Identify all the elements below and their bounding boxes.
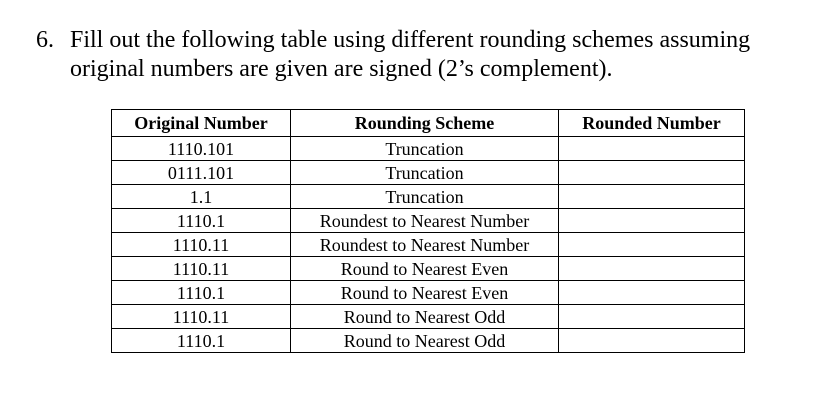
rounding-table <box>111 109 745 353</box>
rounding-scheme-cell: Roundest to Nearest Number <box>291 233 559 257</box>
original-number-cell: 1110.11 <box>112 233 291 257</box>
question-text <box>70 26 806 84</box>
rounding-scheme-cell: Round to Nearest Odd <box>291 305 559 329</box>
rounding-scheme-cell: Roundest to Nearest Number <box>291 209 559 233</box>
original-number-cell: 1110.101 <box>112 137 291 161</box>
header-rounding-scheme: Rounding Scheme <box>291 110 559 137</box>
table-header-row <box>112 110 745 137</box>
rounding-scheme-cell: Round to Nearest Even <box>291 281 559 305</box>
rounded-number-cell[interactable] <box>559 161 745 185</box>
header-rounded-number: Rounded Number <box>559 110 745 137</box>
table-row <box>112 257 745 281</box>
rounded-number-cell[interactable] <box>559 329 745 353</box>
rounding-scheme-cell: Truncation <box>291 137 559 161</box>
table-row <box>112 329 745 353</box>
original-number-cell: 1.1 <box>112 185 291 209</box>
rounded-number-cell[interactable] <box>559 209 745 233</box>
question-number: 6. <box>36 27 54 53</box>
table-row <box>112 137 745 161</box>
original-number-cell: 1110.1 <box>112 209 291 233</box>
table-row <box>112 281 745 305</box>
original-number-cell: 1110.11 <box>112 257 291 281</box>
rounding-scheme-cell: Truncation <box>291 185 559 209</box>
rounding-scheme-cell: Round to Nearest Odd <box>291 329 559 353</box>
rounded-number-cell[interactable] <box>559 281 745 305</box>
table-row <box>112 185 745 209</box>
original-number-cell: 1110.11 <box>112 305 291 329</box>
original-number-cell: 1110.1 <box>112 329 291 353</box>
table-row <box>112 305 745 329</box>
table-row <box>112 161 745 185</box>
table-row <box>112 233 745 257</box>
question-line-2: original numbers are given are signed (2’s complement). <box>70 56 613 82</box>
original-number-cell: 1110.1 <box>112 281 291 305</box>
rounded-number-cell[interactable] <box>559 137 745 161</box>
question-line-1: Fill out the following table using different rounding schemes assuming <box>70 27 751 53</box>
rounding-scheme-cell: Round to Nearest Even <box>291 257 559 281</box>
rounded-number-cell[interactable] <box>559 233 745 257</box>
rounding-scheme-cell: Truncation <box>291 161 559 185</box>
table-row <box>112 209 745 233</box>
rounded-number-cell[interactable] <box>559 257 745 281</box>
rounded-number-cell[interactable] <box>559 185 745 209</box>
header-original-number: Original Number <box>112 110 291 137</box>
rounded-number-cell[interactable] <box>559 305 745 329</box>
original-number-cell: 0111.101 <box>112 161 291 185</box>
